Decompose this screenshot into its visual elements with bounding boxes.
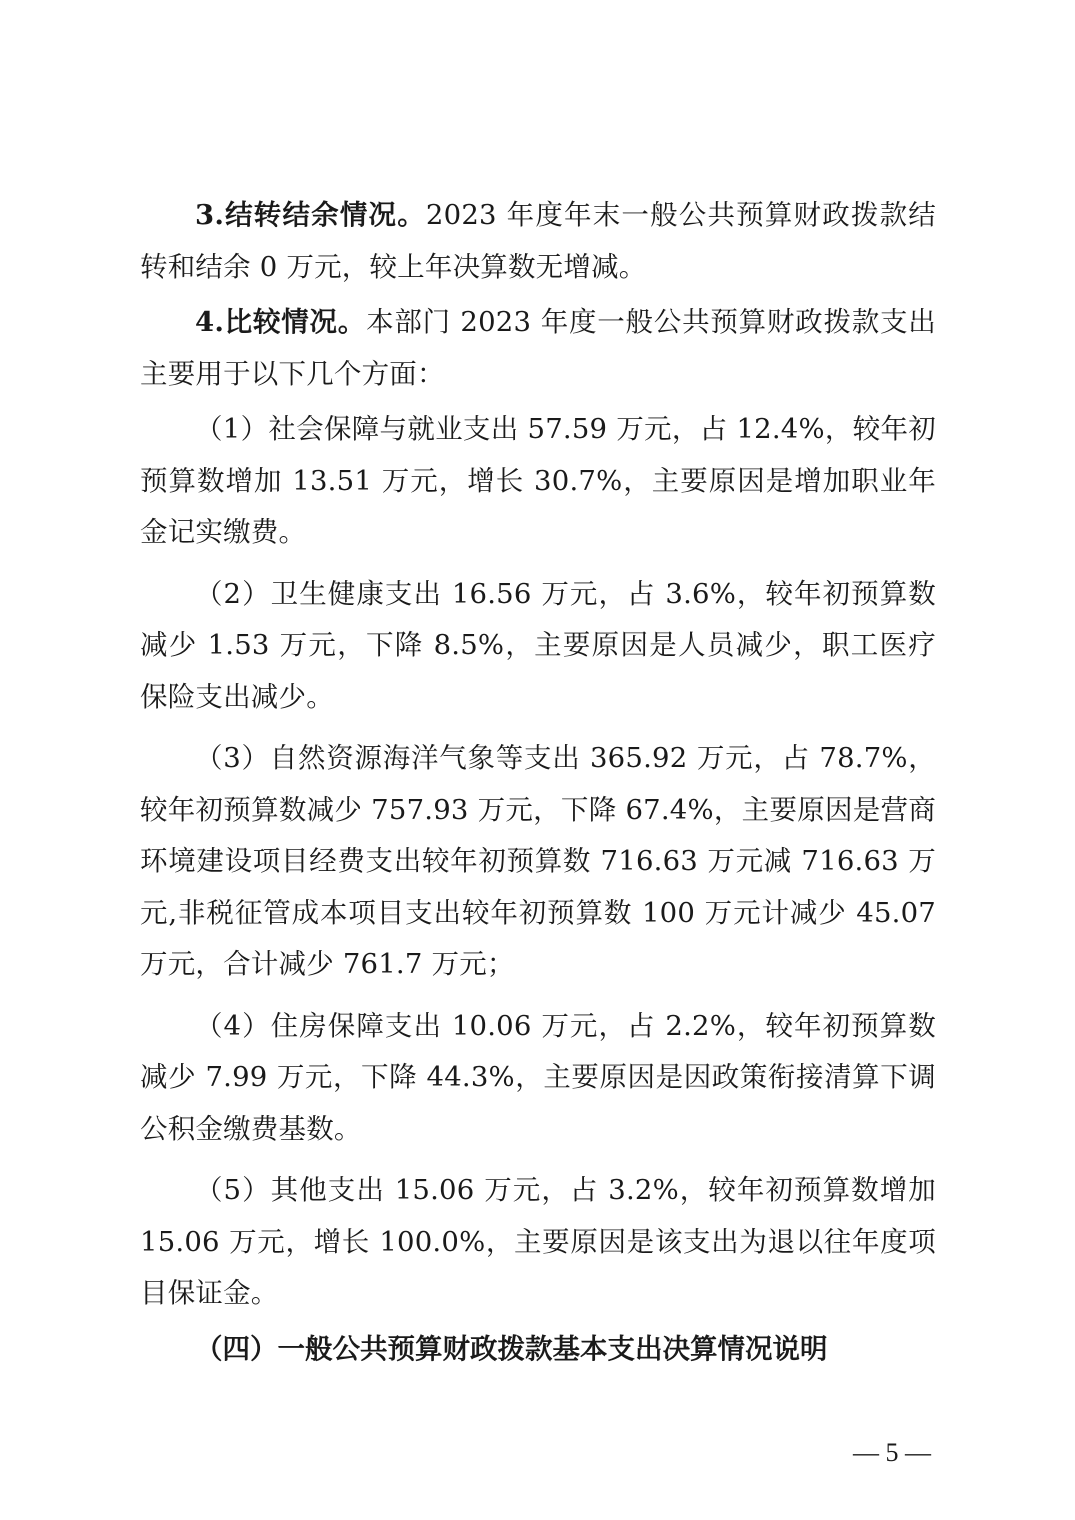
- paragraph-item-5: [140, 1165, 936, 1320]
- paragraph-text: （5）其他支出 15.06 万元，占 3.2%，较年初预算数增加 15.06 万元，增长 100.0%，主要原因是该支出为退以往年度项目保证金。: [140, 1174, 936, 1309]
- paragraph-comparison: [140, 297, 936, 400]
- section-heading: （四）一般公共预算财政拨款基本支出决算情况说明: [195, 1332, 828, 1365]
- page-number: — 5 —: [853, 1438, 931, 1467]
- body-text: [140, 190, 936, 1375]
- paragraph-carryover: [140, 190, 936, 293]
- paragraph-lead: 4.比较情况。: [195, 306, 367, 338]
- paragraph-text: 本部门 2023 年度一般公共预算财政拨款支出主要用于以下几个方面：: [140, 306, 936, 390]
- paragraph-text: （3）自然资源海洋气象等支出 365.92 万元，占 78.7%，较年初预算数减少 757.93 万元，下降 67.4%，主要原因是营商环境建设项目经费支出较年初预算数 716.63 万元减 716.63 万元,非税征管成本项目支出较年初预算数 100 万元计减少 45.07 万元，合计减少 761.7 万元；: [140, 742, 936, 980]
- paragraph-item-1: [140, 404, 936, 559]
- paragraph-item-3: [140, 733, 936, 991]
- paragraph-lead: 3.结转结余情况。: [195, 199, 426, 231]
- paragraph-item-4: [140, 1001, 936, 1156]
- paragraph-text: （4）住房保障支出 10.06 万元，占 2.2%，较年初预算数减少 7.99 万元，下降 44.3%，主要原因是因政策衔接清算下调公积金缴费基数。: [140, 1009, 936, 1145]
- paragraph-item-2: [140, 569, 936, 724]
- paragraph-text: （2）卫生健康支出 16.56 万元，占 3.6%，较年初预算数减少 1.53 万元，下降 8.5%，主要原因是人员减少，职工医疗保险支出减少。: [140, 577, 936, 713]
- paragraph-text: 2023 年度年末一般公共预算财政拨款结转和结余 0 万元，较上年决算数无增减。: [140, 199, 936, 283]
- paragraph-text: （1）社会保障与就业支出 57.59 万元，占 12.4%，较年初预算数增加 13.51 万元，增长 30.7%，主要原因是增加职业年金记实缴费。: [140, 413, 936, 548]
